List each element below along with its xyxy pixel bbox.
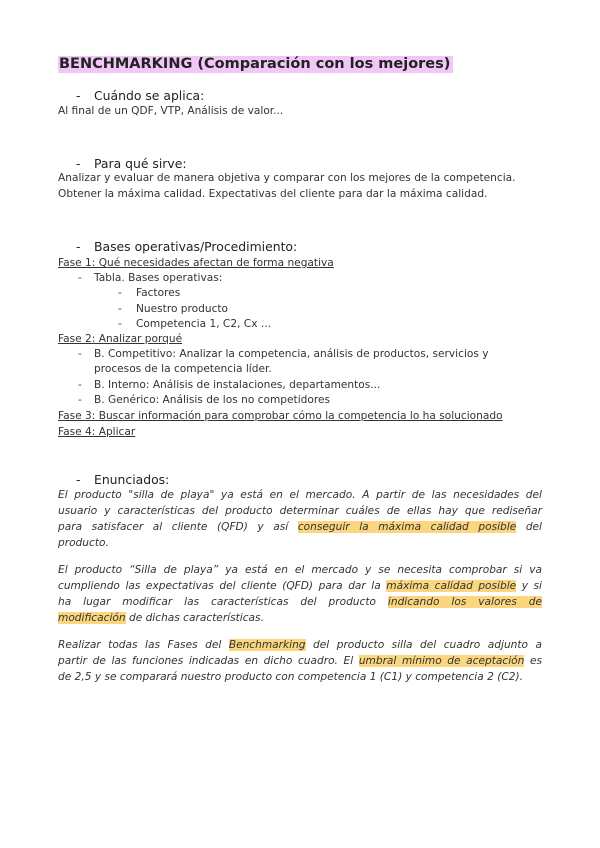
fase2-item: B. Interno: Análisis de instalaciones, departamentos...	[94, 379, 381, 391]
enunciado-2-line: El producto “Silla de playa” ya está en el mercado y se necesita comprobar si va	[58, 564, 542, 576]
bullet-dash: -	[76, 239, 81, 254]
text-run: de dichas características.	[128, 612, 264, 624]
text-run: es	[529, 655, 543, 667]
bullet-dash: -	[78, 348, 82, 360]
enunciado-3-line	[58, 655, 542, 667]
tabla-item: Competencia 1, C2, Cx ...	[136, 318, 271, 330]
text-run: Realizar todas las Fases del	[58, 639, 222, 651]
para-que-line: Analizar y evaluar de manera objetiva y comparar con los mejores de la competencia.	[58, 172, 516, 184]
bullet-dash: -	[118, 318, 122, 330]
enunciado-1-line	[58, 521, 542, 533]
enunciado-2-line	[58, 596, 542, 608]
highlight-umbral: umbral mínimo de aceptación	[358, 655, 525, 667]
text-run: del producto silla del cuadro adjunto a	[313, 639, 542, 651]
fase-4: Fase 4: Aplicar	[58, 426, 136, 438]
enunciado-1-line: producto.	[58, 537, 109, 549]
highlight-modificacion: modificación	[58, 612, 126, 624]
text-run: del	[525, 521, 542, 533]
highlight-max-calidad: conseguir la máxima calidad posible	[297, 521, 517, 533]
section-heading-para-que: Para qué sirve:	[94, 156, 187, 171]
bullet-dash: -	[76, 156, 81, 171]
section-heading-bases: Bases operativas/Procedimiento:	[94, 239, 298, 254]
text-run: para satisfacer al cliente (QFD) y así	[58, 521, 289, 533]
bullet-dash: -	[118, 287, 122, 299]
text-run: cumpliendo las expectativas del cliente (QFD) para dar la	[58, 580, 381, 592]
tabla-item: Nuestro producto	[136, 303, 229, 315]
highlight-max-calidad: máxima calidad posible	[386, 580, 517, 592]
bullet-dash: -	[76, 88, 81, 103]
bullet-dash: -	[76, 472, 81, 487]
bullet-dash: -	[78, 394, 82, 406]
enunciado-1-line: usuario y características del producto determinar cuáles de ellas hay que rediseñar	[58, 505, 542, 517]
tabla-item: Factores	[136, 287, 181, 299]
fase-3: Fase 3: Buscar información para comprobar cómo la competencia lo ha solucionado	[58, 410, 503, 422]
fase-2: Fase 2: Analizar porqué	[58, 333, 183, 345]
enunciado-3-line	[58, 639, 542, 651]
text-run: ha lugar modificar las características del producto	[58, 596, 376, 608]
enunciado-2-line	[58, 580, 542, 592]
fase2-item: B. Competitivo: Analizar la competencia, análisis de productos, servicios y	[94, 348, 489, 360]
section-heading-cuando: Cuándo se aplica:	[94, 88, 205, 103]
highlight-benchmarking: Benchmarking	[228, 639, 306, 651]
highlight-valores: indicando los valores de	[387, 596, 542, 608]
enunciado-2-line	[58, 612, 264, 624]
tabla-bases: Tabla. Bases operativas:	[94, 272, 223, 284]
text-run: y si	[521, 580, 542, 592]
enunciado-3-line: de 2,5 y se comparará nuestro producto con competencia 1 (C1) y competencia 2 (C2).	[58, 671, 523, 683]
fase2-item-cont: procesos de la competencia líder.	[94, 363, 272, 375]
bullet-dash: -	[118, 303, 122, 315]
enunciado-1-line: El producto "silla de playa" ya está en el mercado. A partir de las necesidades del	[58, 489, 542, 501]
fase-1: Fase 1: Qué necesidades afectan de forma negativa	[58, 257, 334, 269]
para-que-line: Obtener la máxima calidad. Expectativas del cliente para dar la máxima calidad.	[58, 188, 488, 200]
bullet-dash: -	[78, 272, 82, 284]
bullet-dash: -	[78, 379, 82, 391]
text-run: partir de las funciones indicadas en dicho cuadro. El	[58, 655, 354, 667]
section-heading-enunciados: Enunciados:	[94, 472, 170, 487]
fase2-item: B. Genérico: Análisis de los no competidores	[94, 394, 331, 406]
page-title: BENCHMARKING (Comparación con los mejores)	[58, 56, 453, 73]
cuando-text: Al final de un QDF, VTP, Análisis de valor...	[58, 105, 284, 117]
